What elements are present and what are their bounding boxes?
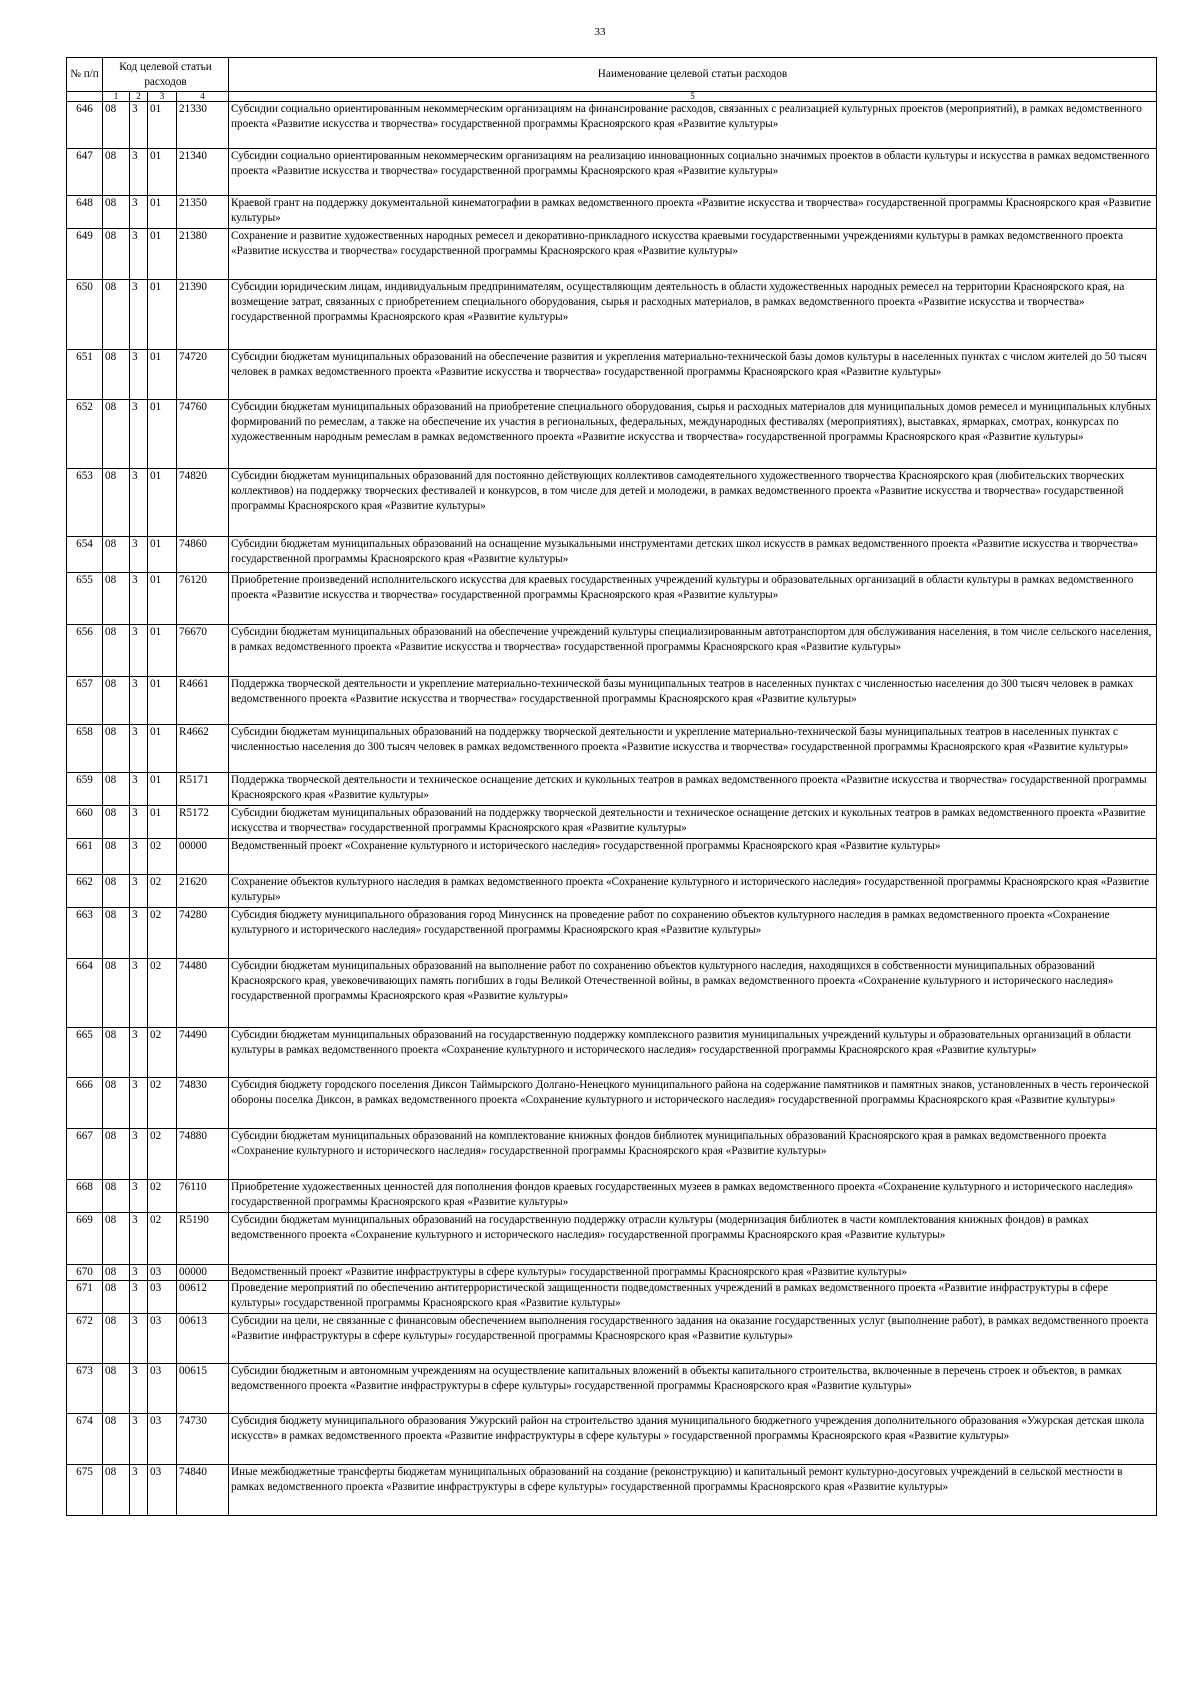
code-part-3: 02 — [148, 959, 177, 1028]
expense-item-name: Краевой грант на поддержку документальной кинематографии в рамках ведомственного проекта «Развитие искусства и творчества» государственной программы Красноярского края «Развитие культуры» — [229, 196, 1157, 229]
code-part-1: 08 — [103, 280, 130, 350]
code-part-2: 3 — [130, 1180, 148, 1213]
code-part-4: R5172 — [177, 806, 229, 839]
table-row — [67, 196, 1157, 229]
code-part-1: 08 — [103, 469, 130, 537]
table-row — [67, 677, 1157, 725]
code-part-3: 01 — [148, 773, 177, 806]
table-row — [67, 102, 1157, 149]
code-part-2: 3 — [130, 959, 148, 1028]
expense-item-name: Субсидия бюджету муниципального образования город Минусинск на проведение работ по сохранению объектов культурного наследия в рамках ведомственного проекта «Сохранение культурного и исторического наследия» государственной программы Красноярского края «Развитие культуры» — [229, 908, 1157, 959]
code-part-4: 74840 — [177, 1465, 229, 1516]
table-row — [67, 806, 1157, 839]
expense-item-name: Субсидии бюджетам муниципальных образований на поддержку творческой деятельности и укрепление материально-технической базы муниципальных театров в населенных пунктах с численностью населения до 300 тысяч человек в рамках ведомственного проекта «Развитие искусства и творчества» государственной программы Красноярского края «Развитие культуры» — [229, 725, 1157, 773]
header-code-group: Код целевой статьи расходов — [103, 58, 229, 92]
code-part-4: 76110 — [177, 1180, 229, 1213]
code-part-4: R5190 — [177, 1213, 229, 1265]
code-part-2: 3 — [130, 1028, 148, 1078]
code-part-3: 01 — [148, 196, 177, 229]
code-part-2: 3 — [130, 469, 148, 537]
row-number: 660 — [67, 806, 103, 839]
row-number: 675 — [67, 1465, 103, 1516]
code-part-1: 08 — [103, 537, 130, 573]
table-body — [67, 102, 1157, 1516]
table-row — [67, 959, 1157, 1028]
column-number-4: 4 — [177, 92, 229, 102]
row-number: 667 — [67, 1129, 103, 1180]
row-number: 647 — [67, 149, 103, 196]
expense-item-name: Субсидия бюджету городского поселения Диксон Таймырского Долгано-Ненецкого муниципального района на содержание памятников и памятных знаков, установленных в честь героической обороны поселка Диксон, в рамках ведомственного проекта «Сохранение культурного и исторического наследия» государственной программы Красноярского края «Развитие культуры» — [229, 1078, 1157, 1129]
table-row — [67, 1028, 1157, 1078]
code-part-2: 3 — [130, 908, 148, 959]
code-part-2: 3 — [130, 1281, 148, 1314]
header-name: Наименование целевой статьи расходов — [229, 58, 1157, 92]
code-part-4: 00615 — [177, 1364, 229, 1414]
row-number: 671 — [67, 1281, 103, 1314]
expense-item-name: Субсидии социально ориентированным некоммерческим организациям на финансирование расходов, связанных с реализацией культурных проектов (мероприятий), в рамках ведомственного проекта «Развитие искусства и творчества» государственной программы Красноярского края «Развитие культуры» — [229, 102, 1157, 149]
code-part-2: 3 — [130, 400, 148, 469]
code-part-1: 08 — [103, 1180, 130, 1213]
expense-item-name: Иные межбюджетные трансферты бюджетам муниципальных образований на создание (реконструкцию) и капитальный ремонт культурно-досуговых учреждений в сельской местности в рамках ведомственного проекта «Развитие инфраструктуры в сфере культуры» государственной программы Красноярского края «Развитие культуры» — [229, 1465, 1157, 1516]
code-part-2: 3 — [130, 1364, 148, 1414]
expense-item-name: Субсидии бюджетам муниципальных образований на обеспечение учреждений культуры специализированным автотранспортом для обслуживания населения, в том числе сельского населения, в рамках ведомственного проекта «Развитие искусства и творчества» государственной программы Красноярского края «Развитие культуры» — [229, 625, 1157, 677]
column-number-3: 3 — [148, 92, 177, 102]
table-row — [67, 1129, 1157, 1180]
code-part-3: 01 — [148, 537, 177, 573]
row-number: 670 — [67, 1265, 103, 1281]
row-number: 650 — [67, 280, 103, 350]
code-part-2: 3 — [130, 806, 148, 839]
expense-item-name: Субсидии бюджетам муниципальных образований для постоянно действующих коллективов самодеятельного художественного творчества Красноярского края (любительских творческих коллективов) на поддержку творческих фестивалей и конкурсов, в том числе для детей и молодежи, в рамках ведомственного проекта «Развитие искусства и творчества» государственной программы Красноярского края «Развитие культуры» — [229, 469, 1157, 537]
code-part-4: 21380 — [177, 229, 229, 280]
code-part-1: 08 — [103, 102, 130, 149]
code-part-1: 08 — [103, 1265, 130, 1281]
code-part-1: 08 — [103, 350, 130, 400]
row-number: 655 — [67, 573, 103, 625]
expense-item-name: Субсидии бюджетам муниципальных образований на оснащение музыкальными инструментами детских школ искусств в рамках ведомственного проекта «Развитие искусства и творчества» государственной программы Красноярского края «Развитие культуры» — [229, 537, 1157, 573]
code-part-4: R5171 — [177, 773, 229, 806]
code-part-1: 08 — [103, 773, 130, 806]
column-number-2: 2 — [130, 92, 148, 102]
row-number: 646 — [67, 102, 103, 149]
table-row — [67, 1180, 1157, 1213]
row-number: 665 — [67, 1028, 103, 1078]
expense-item-name: Субсидии бюджетам муниципальных образований на поддержку творческой деятельности и техническое оснащение детских и кукольных театров в рамках ведомственного проекта «Развитие искусства и творчества» государственной программы Красноярского края «Развитие культуры» — [229, 806, 1157, 839]
code-part-1: 08 — [103, 1314, 130, 1364]
code-part-3: 01 — [148, 806, 177, 839]
code-part-2: 3 — [130, 280, 148, 350]
row-number: 672 — [67, 1314, 103, 1364]
table-row — [67, 625, 1157, 677]
expense-item-name: Субсидии социально ориентированным некоммерческим организациям на реализацию инновационных социально значимых проектов в области культуры и искусства в рамках ведомственного проекта «Развитие искусства и творчества» государственной программы Красноярского края «Развитие культуры» — [229, 149, 1157, 196]
code-part-4: 00613 — [177, 1314, 229, 1364]
code-part-4: 21350 — [177, 196, 229, 229]
code-part-4: 00612 — [177, 1281, 229, 1314]
code-part-4: 21330 — [177, 102, 229, 149]
row-number: 651 — [67, 350, 103, 400]
table-row — [67, 573, 1157, 625]
code-part-3: 01 — [148, 725, 177, 773]
table-row — [67, 1213, 1157, 1265]
table-row — [67, 149, 1157, 196]
header-number: № п/п — [67, 58, 103, 92]
code-part-3: 02 — [148, 1129, 177, 1180]
code-part-1: 08 — [103, 229, 130, 280]
code-part-1: 08 — [103, 1364, 130, 1414]
table-row — [67, 1465, 1157, 1516]
expense-item-name: Субсидии бюджетам муниципальных образований на государственную поддержку отрасли культуры (модернизация библиотек в части комплектования книжных фондов) в рамках ведомственного проекта «Сохранение культурного и исторического наследия» государственной программы Красноярского края «Развитие культуры» — [229, 1213, 1157, 1265]
code-part-4: 74730 — [177, 1414, 229, 1465]
code-part-1: 08 — [103, 806, 130, 839]
code-part-2: 3 — [130, 1314, 148, 1364]
code-part-1: 08 — [103, 196, 130, 229]
row-number: 664 — [67, 959, 103, 1028]
table-row — [67, 839, 1157, 875]
code-part-2: 3 — [130, 149, 148, 196]
expense-item-name: Приобретение произведений исполнительского искусства для краевых государственных учреждений культуры и образовательных организаций в области культуры в рамках ведомственного проекта «Развитие искусства и творчества» государственной программы Красноярского края «Развитие культуры» — [229, 573, 1157, 625]
table-row — [67, 1281, 1157, 1314]
code-part-1: 08 — [103, 677, 130, 725]
row-number: 663 — [67, 908, 103, 959]
row-number: 652 — [67, 400, 103, 469]
expense-item-name: Субсидии юридическим лицам, индивидуальным предпринимателям, осуществляющим деятельность в области художественных народных ремесел на территории Красноярского края, на возмещение затрат, связанных с приобретением специального оборудования, сырья и расходных материалов, в рамках ведомственного проекта «Развитие искусства и творчества» государственной программы Красноярского края «Развитие культуры» — [229, 280, 1157, 350]
code-part-4: 74480 — [177, 959, 229, 1028]
code-part-3: 02 — [148, 1028, 177, 1078]
code-part-2: 3 — [130, 625, 148, 677]
code-part-1: 08 — [103, 1028, 130, 1078]
code-part-1: 08 — [103, 149, 130, 196]
table-row — [67, 350, 1157, 400]
row-number: 673 — [67, 1364, 103, 1414]
table-row — [67, 1414, 1157, 1465]
row-number: 654 — [67, 537, 103, 573]
code-part-3: 03 — [148, 1281, 177, 1314]
table-row — [67, 469, 1157, 537]
code-part-3: 01 — [148, 280, 177, 350]
row-number: 648 — [67, 196, 103, 229]
code-part-3: 01 — [148, 350, 177, 400]
code-part-4: 76120 — [177, 573, 229, 625]
code-part-1: 08 — [103, 1129, 130, 1180]
code-part-1: 08 — [103, 875, 130, 908]
expense-item-name: Сохранение и развитие художественных народных ремесел и декоративно-прикладного искусства краевыми государственными учреждениями культуры в рамках ведомственного проекта «Развитие искусства и творчества» государственной программы Красноярского края «Развитие культуры» — [229, 229, 1157, 280]
code-part-3: 03 — [148, 1465, 177, 1516]
code-part-1: 08 — [103, 1078, 130, 1129]
row-number: 659 — [67, 773, 103, 806]
code-part-1: 08 — [103, 908, 130, 959]
code-part-1: 08 — [103, 573, 130, 625]
column-number-1: 1 — [103, 92, 130, 102]
code-part-2: 3 — [130, 102, 148, 149]
code-part-3: 02 — [148, 839, 177, 875]
code-part-4: 21340 — [177, 149, 229, 196]
code-part-3: 02 — [148, 1180, 177, 1213]
code-part-2: 3 — [130, 1129, 148, 1180]
code-part-3: 03 — [148, 1314, 177, 1364]
code-part-2: 3 — [130, 573, 148, 625]
code-part-1: 08 — [103, 725, 130, 773]
code-part-3: 02 — [148, 875, 177, 908]
expense-item-name: Поддержка творческой деятельности и техническое оснащение детских и кукольных театров в рамках ведомственного проекта «Развитие искусства и творчества» государственной программы Красноярского края «Развитие культуры» — [229, 773, 1157, 806]
row-number: 653 — [67, 469, 103, 537]
expense-item-name: Приобретение художественных ценностей для пополнения фондов краевых государственных музеев в рамках ведомственного проекта «Сохранение культурного и исторического наследия» государственной программы Красноярского края «Развитие культуры» — [229, 1180, 1157, 1213]
code-part-1: 08 — [103, 400, 130, 469]
code-part-2: 3 — [130, 875, 148, 908]
code-part-4: 74860 — [177, 537, 229, 573]
code-part-1: 08 — [103, 1281, 130, 1314]
expense-item-name: Проведение мероприятий по обеспечению антитеррористической защищенности подведомственных учреждений в рамках ведомственного проекта «Развитие инфраструктуры в сфере культуры» государственной программы Красноярского края «Развитие культуры» — [229, 1281, 1157, 1314]
table-row — [67, 1364, 1157, 1414]
code-part-4: 76670 — [177, 625, 229, 677]
code-part-2: 3 — [130, 1465, 148, 1516]
code-part-4: 74490 — [177, 1028, 229, 1078]
row-number: 674 — [67, 1414, 103, 1465]
table-row — [67, 725, 1157, 773]
expense-item-name: Субсидии бюджетам муниципальных образований на обеспечение развития и укрепления материально-технической базы домов культуры в населенных пунктах с числом жителей до 50 тысяч человек в рамках ведомственного проекта «Развитие искусства и творчества» государственной программы Красноярского края «Развитие культуры» — [229, 350, 1157, 400]
expense-item-name: Сохранение объектов культурного наследия в рамках ведомственного проекта «Сохранение культурного и исторического наследия» государственной программы Красноярского края «Развитие культуры» — [229, 875, 1157, 908]
code-part-2: 3 — [130, 537, 148, 573]
code-part-4: R4662 — [177, 725, 229, 773]
code-part-2: 3 — [130, 677, 148, 725]
code-part-4: 74880 — [177, 1129, 229, 1180]
row-number: 669 — [67, 1213, 103, 1265]
expense-item-name: Субсидии бюджетам муниципальных образований на выполнение работ по сохранению объектов культурного наследия, находящихся в собственности муниципальных образований Красноярского края, увековечивающих память погибших в годы Великой Отечественной войны, в рамках ведомственного проекта «Сохранение культурного и исторического наследия» государственной программы Красноярского края «Развитие культуры» — [229, 959, 1157, 1028]
code-part-2: 3 — [130, 1078, 148, 1129]
expense-item-name: Субсидии бюджетным и автономным учреждениям на осуществление капитальных вложений в объекты капитального строительства, включенные в перечень строек и объектов, в рамках ведомственного проекта «Развитие инфраструктуры в сфере культуры» государственной программы Красноярского края «Развитие культуры» — [229, 1364, 1157, 1414]
table-row — [67, 280, 1157, 350]
table-row — [67, 537, 1157, 573]
table-row — [67, 1265, 1157, 1281]
table-row — [67, 1314, 1157, 1364]
code-part-1: 08 — [103, 1414, 130, 1465]
code-part-4: 00000 — [177, 1265, 229, 1281]
code-part-3: 01 — [148, 469, 177, 537]
budget-table — [66, 57, 1157, 1516]
code-part-4: 74720 — [177, 350, 229, 400]
code-part-3: 02 — [148, 1078, 177, 1129]
code-part-1: 08 — [103, 1465, 130, 1516]
code-part-2: 3 — [130, 196, 148, 229]
code-part-3: 01 — [148, 573, 177, 625]
code-part-2: 3 — [130, 839, 148, 875]
code-part-2: 3 — [130, 725, 148, 773]
expense-item-name: Субсидии бюджетам муниципальных образований на комплектование книжных фондов библиотек муниципальных образований Красноярского края в рамках ведомственного проекта «Сохранение культурного и исторического наследия» государственной программы Красноярского края «Развитие культуры» — [229, 1129, 1157, 1180]
table-row — [67, 229, 1157, 280]
code-part-2: 3 — [130, 773, 148, 806]
code-part-4: 74280 — [177, 908, 229, 959]
row-number: 656 — [67, 625, 103, 677]
expense-item-name: Ведомственный проект «Развитие инфраструктуры в сфере культуры» государственной программы Красноярского края «Развитие культуры» — [229, 1265, 1157, 1281]
code-part-3: 03 — [148, 1364, 177, 1414]
code-part-3: 02 — [148, 908, 177, 959]
code-part-4: 74760 — [177, 400, 229, 469]
code-part-1: 08 — [103, 1213, 130, 1265]
code-part-4: R4661 — [177, 677, 229, 725]
code-part-3: 03 — [148, 1265, 177, 1281]
table-row — [67, 400, 1157, 469]
expense-item-name: Субсидии бюджетам муниципальных образований на государственную поддержку комплексного развития муниципальных учреждений культуры и образовательных организаций в области культуры в рамках ведомственного проекта «Сохранение культурного и исторического наследия» государственной программы Красноярского края «Развитие культуры» — [229, 1028, 1157, 1078]
code-part-2: 3 — [130, 350, 148, 400]
row-number: 649 — [67, 229, 103, 280]
code-part-3: 01 — [148, 677, 177, 725]
code-part-2: 3 — [130, 1414, 148, 1465]
expense-item-name: Субсидии на цели, не связанные с финансовым обеспечением выполнения государственного задания на оказание государственных услуг (выполнение работ), в рамках ведомственного проекта «Развитие инфраструктуры в сфере культуры» государственной программы Красноярского края «Развитие культуры» — [229, 1314, 1157, 1364]
table-row — [67, 773, 1157, 806]
code-part-1: 08 — [103, 625, 130, 677]
row-number: 666 — [67, 1078, 103, 1129]
code-part-2: 3 — [130, 229, 148, 280]
code-part-1: 08 — [103, 959, 130, 1028]
expense-item-name: Субсидии бюджетам муниципальных образований на приобретение специального оборудования, сырья и расходных материалов для муниципальных домов ремесел и муниципальных клубных формирований по ремеслам, а также на обеспечение их участия в региональных, федеральных, международных фестивалях (мероприятиях), выставках, ярмарках, смотрах, конкурсах по художественным народным ремеслам в рамках ведомственного проекта «Развитие искусства и творчества» государственной программы Красноярского края «Развитие культуры» — [229, 400, 1157, 469]
page-number: 33 — [594, 26, 606, 38]
code-part-4: 21390 — [177, 280, 229, 350]
code-part-3: 01 — [148, 400, 177, 469]
table-row — [67, 908, 1157, 959]
row-number: 668 — [67, 1180, 103, 1213]
code-part-3: 01 — [148, 229, 177, 280]
code-part-4: 74830 — [177, 1078, 229, 1129]
row-number: 661 — [67, 839, 103, 875]
code-part-2: 3 — [130, 1213, 148, 1265]
code-part-4: 00000 — [177, 839, 229, 875]
table-row — [67, 1078, 1157, 1129]
code-part-3: 01 — [148, 625, 177, 677]
column-number-1 — [67, 92, 103, 102]
column-number-5: 5 — [229, 92, 1157, 102]
row-number: 657 — [67, 677, 103, 725]
expense-item-name: Субсидия бюджету муниципального образования Ужурский район на строительство здания муниципального бюджетного учреждения дополнительного образования «Ужурская детская школа искусств» в рамках ведомственного проекта «Развитие инфраструктуры в сфере культуры » государственной программы Красноярского края «Развитие культуры» — [229, 1414, 1157, 1465]
code-part-3: 03 — [148, 1414, 177, 1465]
code-part-4: 21620 — [177, 875, 229, 908]
row-number: 658 — [67, 725, 103, 773]
code-part-3: 01 — [148, 102, 177, 149]
table-row — [67, 875, 1157, 908]
code-part-4: 74820 — [177, 469, 229, 537]
expense-item-name: Поддержка творческой деятельности и укрепление материально-технической базы муниципальных театров в населенных пунктах с численностью населения до 300 тысяч человек в рамках ведомственного проекта «Развитие искусства и творчества» государственной программы Красноярского края «Развитие культуры» — [229, 677, 1157, 725]
code-part-1: 08 — [103, 839, 130, 875]
row-number: 662 — [67, 875, 103, 908]
code-part-2: 3 — [130, 1265, 148, 1281]
code-part-3: 01 — [148, 149, 177, 196]
code-part-3: 02 — [148, 1213, 177, 1265]
expense-item-name: Ведомственный проект «Сохранение культурного и исторического наследия» государственной программы Красноярского края «Развитие культуры» — [229, 839, 1157, 875]
